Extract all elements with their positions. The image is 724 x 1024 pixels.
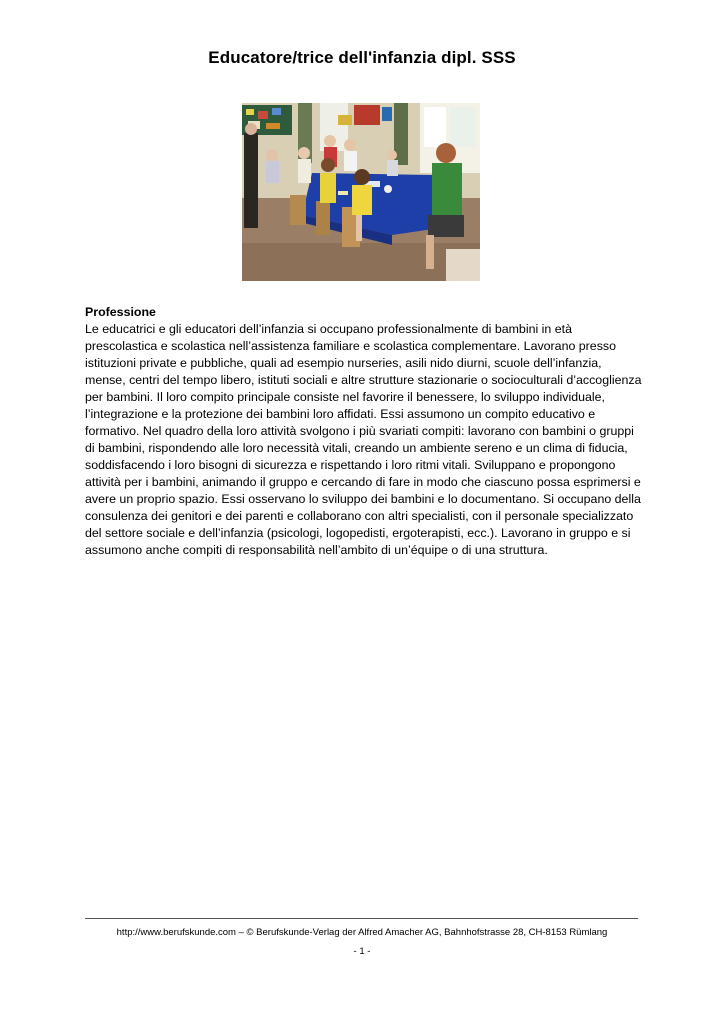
page-number: - 1 - bbox=[353, 946, 371, 957]
footer-divider bbox=[85, 918, 638, 919]
profession-section bbox=[85, 304, 645, 559]
section-heading: Professione bbox=[85, 305, 156, 319]
classroom-photo-illustration bbox=[242, 103, 480, 281]
document-title: Educatore/trice dell'infanzia dipl. SSS bbox=[208, 48, 516, 67]
classroom-photo bbox=[242, 103, 480, 281]
section-body: Le educatrici e gli educatori dell’infanzia si occupano professionalmente di bambini in età prescolastica e scolastica nell’assistenza familiare e scolastica complementare. Lavorano presso istituzioni private e pubbliche, quali ad esempio nurseries, asili nido diurni, scuole dell’infanzia, mense, centri del tempo libero, istituti sociali e altre strutture stazionarie o socioculturali d’accoglienza per bambini. Il loro compito principale consiste nel favorire il benessere, lo sviluppo individuale, l’integrazione e la protezione dei bambini loro affidati. Essi assumono un compito educativo e formativo. Nel quadro della loro attività svolgono i più svariati compiti: lavorano con bambini o gruppi di bambini, rispondendo alle loro necessità vitali, creando un ambiente sereno e un clima di fiducia, soddisfacendo i loro bisogni di sicurezza e rispettando i loro ritmi vitali. Sviluppano e propongono attività per i bambini, animando il gruppo e cercando di fare in modo che ciascuno possa esprimersi e avere un proprio spazio. Essi osservano lo sviluppo dei bambini e lo documentano. Si occupano della consulenza dei genitori e dei parenti e collaborano con altri specialisti, con il personale specializzato del settore sociale e dell’infanzia (psicologi, logopedisti, ergoterapisti, ecc.). Lavorano in gruppo e si assumono anche compiti di responsabilità nell’ambito di un’équipe o di una struttura. bbox=[85, 322, 642, 557]
footer-text: http://www.berufskunde.com – © Berufskunde-Verlag der Alfred Amacher AG, Bahnhofstrasse 28, CH-8153 Rümlang bbox=[116, 927, 608, 938]
